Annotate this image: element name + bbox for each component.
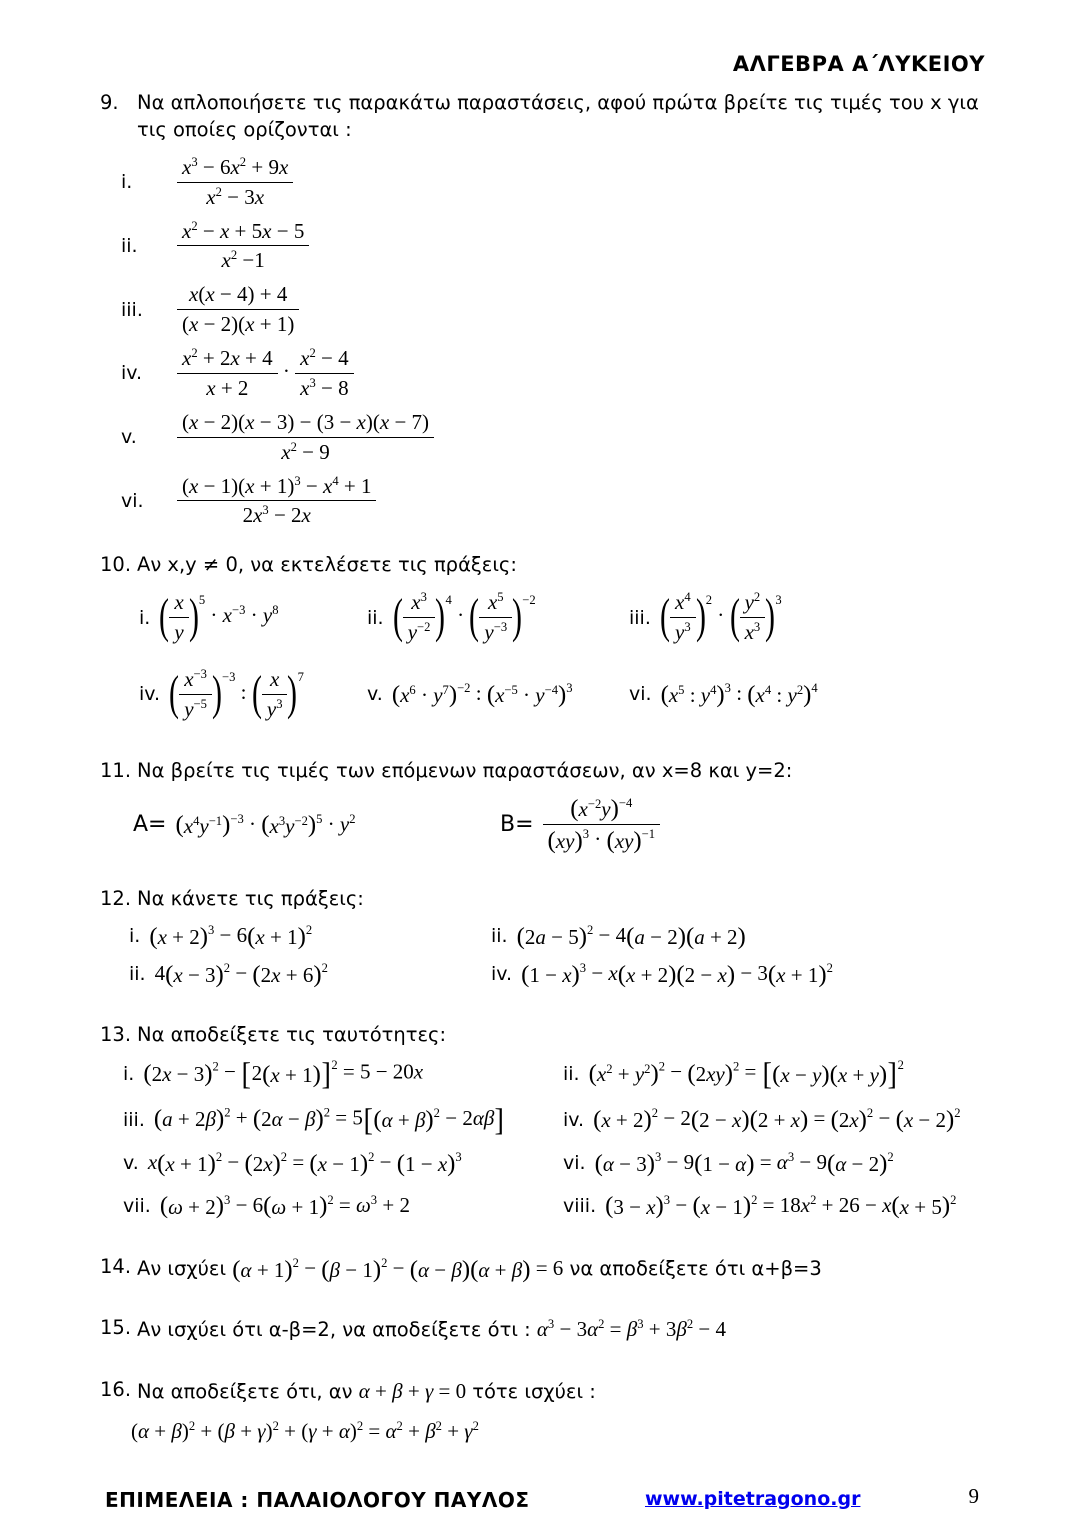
item-label: viii.	[563, 1194, 597, 1217]
item-label: ii.	[367, 606, 384, 629]
paren-group: ( α + β )	[470, 1255, 531, 1283]
math-expression: ( $\frac{x}{y}$ ) $^5 \cdot x^{-3} \cdot y^8$	[159, 588, 278, 647]
problem-13	[100, 1022, 985, 1220]
math-expression: 4 ( x − 3 ) $^2$ − ( 2x + 6 ) $^2$	[154, 960, 328, 988]
math-expression	[177, 280, 299, 339]
paren-group: ( α + 1 )	[232, 1255, 293, 1283]
problem-body	[133, 758, 985, 856]
fraction: $\frac{x^3}{y^{-2}}$	[403, 588, 436, 647]
paren-group: ( β − 1 )	[321, 1255, 382, 1283]
item-label: v.	[367, 683, 383, 706]
problem-14	[100, 1254, 985, 1283]
paren-group: ( $x^3y^{-2}$ )	[261, 811, 317, 839]
math-expression: ( $x^5$ : $y^4$ ) $^3$ : ( $x^4$ : $y^2$ ) $^4$	[660, 680, 818, 708]
item-vi	[629, 680, 985, 708]
problem-12	[100, 886, 985, 989]
paren-group: ( $\frac{x^4}{y^3}$ )	[660, 588, 706, 647]
extra-math-line	[131, 1418, 985, 1444]
paren-group: ( $\frac{x^3}{y^{-2}}$ )	[393, 588, 446, 647]
paren-group: ( 1 − x )	[396, 1150, 456, 1178]
paren-group: ( $x^4y^{-1}$ )	[175, 811, 231, 839]
website-link[interactable]: www.pitetragono.gr	[645, 1488, 861, 1510]
problem-number: 12.	[100, 886, 132, 910]
item-label: B=	[500, 812, 534, 838]
paren-group: ( $\frac{x}{y^3}$ )	[252, 665, 298, 724]
fraction: $\frac{x^2 + 2x + 4}{x + 2}$	[177, 344, 278, 403]
item-i	[121, 153, 985, 212]
problem-number: 14.	[100, 1254, 132, 1278]
item-iv	[491, 960, 985, 988]
item-B	[500, 794, 985, 856]
paren-group: ( 2x )	[830, 1106, 867, 1134]
item-label: i.	[129, 924, 141, 947]
paren-group: ( $x^{-2}y$ )	[570, 795, 619, 823]
paren-group: ( 2α − β )	[252, 1105, 324, 1133]
item-label: vii.	[123, 1194, 151, 1217]
fraction: $\frac{y^2}{x^3}$	[740, 588, 766, 647]
paren-group: ( xy )	[606, 827, 642, 855]
math-expression: ( x + 2 ) $^2$ − 2 ( 2 − x ) ( 2 + x ) = ( 2x ) $^2$ − ( x − 2 ) $^2$	[593, 1106, 961, 1134]
item-vi	[563, 1149, 985, 1177]
problem-body	[131, 1377, 985, 1445]
item-label: vi.	[121, 489, 144, 512]
items-grid	[133, 794, 985, 856]
item-v	[123, 1149, 563, 1177]
items-grid	[121, 153, 985, 531]
problem-body	[137, 1254, 985, 1283]
paren-group: ( $x^{-5} \cdot y^{-4}$ )	[486, 680, 567, 708]
bracket-group: [ ( x − y ) ( x + y ) ]	[762, 1056, 898, 1092]
item-iv	[563, 1105, 985, 1133]
problem-statement	[137, 1254, 985, 1283]
math-expression: ( $x^2 + y^2$ ) $^2$ − ( 2xy ) $^2$ = [ ( x − y ) ( x + y ) ] $^2$	[588, 1056, 904, 1092]
paren-group: ( x + 2 )	[593, 1106, 652, 1134]
fraction: $\frac{x^{-3}}{y^{-5}}$	[179, 665, 212, 724]
math-expression: ( α + 1 ) $^2$ − ( β − 1 ) $^2$ − ( α − β ) ( α + β ) = 6	[232, 1255, 564, 1283]
paren-group: ( a + 2β )	[153, 1105, 225, 1133]
problem-intro: Να βρείτε τις τιμές των επόμενων παραστάσεων, αν x=8 και y=2:	[137, 758, 793, 782]
math-expression: ( 1 − x ) $^3$ − x ( x + 2 ) ( 2 − x ) − 3 ( x + 1 ) $^2$	[521, 960, 833, 988]
problem-body	[129, 886, 985, 989]
fraction: $\frac{x^5}{y^{-3}}$	[479, 588, 512, 647]
paren-group: ( $x^4$ : $y^2$ )	[747, 680, 812, 708]
item-i	[123, 1058, 563, 1090]
problem-number: 10.	[100, 553, 132, 577]
paren-group: ( a − 2 )	[626, 922, 686, 950]
fraction: $\frac{x^3 - 6x^2 + 9x}{x^2 - 3x}$	[177, 153, 293, 212]
item-label: A=	[133, 812, 167, 838]
statement-text: τότε ισχύει :	[466, 1379, 596, 1403]
paren-group: ( x − 1 )	[692, 1192, 752, 1220]
fraction: $\frac{x^2 - x + 5x - 5}{x^2 -1}$	[177, 217, 309, 276]
problem-16	[100, 1377, 985, 1445]
item-label: v.	[121, 426, 137, 449]
fraction: $\frac{(x - 1)(x + 1)^3 - x^4 + 1}{2x^3 - 2x}$	[177, 472, 376, 531]
math-expression: ( $x^6 \cdot y^7$ ) $^{-2}$ : ( $x^{-5} \cdot y^{-4}$ ) $^3$	[391, 680, 573, 708]
paren-group: ( x + y )	[829, 1060, 888, 1088]
math-expression	[543, 794, 661, 856]
item-iii	[629, 588, 985, 647]
paren-group: ( $\frac{x}{y}$ )	[159, 588, 199, 647]
math-expression	[177, 408, 434, 467]
paren-group: ( α − 2 )	[826, 1150, 888, 1178]
math-expression: α + β + γ = 0	[358, 1378, 467, 1403]
item-iii	[121, 280, 985, 339]
problem-intro: Να αποδείξετε τις ταυτότητες:	[137, 1023, 447, 1047]
paren-group: ( ω + 1 )	[263, 1192, 328, 1220]
item-iv	[139, 665, 367, 724]
page-number: 9	[968, 1484, 979, 1508]
math-expression: ( $\frac{x^4}{y^3}$ ) $^2$ · ( $\frac{y^2}{x^3}$ ) $^3$	[660, 588, 782, 647]
bracket-group: [ ( α + β ) $^2$ − 2αβ ]	[363, 1101, 505, 1137]
math-expression	[177, 217, 309, 276]
problem-body	[137, 552, 985, 723]
math-expression: ( x + 2 ) $^3$ − 6 ( x + 1 ) $^2$	[149, 922, 313, 950]
paren-group: ( x − 2 )	[895, 1106, 955, 1134]
statement-text: Να αποδείξετε ότι, αν	[137, 1379, 359, 1403]
paren-group: ( ω + 2 )	[159, 1192, 225, 1220]
fraction: $\frac{x}{y^3}$	[262, 665, 288, 724]
paren-group: ( x + 1 )	[247, 922, 306, 950]
math-expression: ( α − 3 ) $^3$ − 9 ( 1 − α ) = $\alpha^3 - 9$ ( α − 2 ) $^2$	[594, 1150, 894, 1178]
item-label: iii.	[121, 298, 143, 321]
problems-container	[100, 90, 985, 1444]
paren-group: ( 2 + x )	[749, 1106, 809, 1134]
item-v	[367, 680, 629, 708]
item-label: iv.	[121, 362, 143, 385]
problem-body	[123, 1022, 985, 1220]
paren-group: ( x + 1 )	[157, 1150, 216, 1178]
paren-group: ( 2xy )	[687, 1059, 733, 1087]
problem-intro: Αν x,y ≠ 0, να εκτελέσετε τις πράξεις:	[137, 553, 517, 577]
item-label: iv.	[139, 683, 161, 706]
math-expression: ( $x^4y^{-1}$ ) $^{-3}$ · ( $x^3y^{-2}$ ) $^5 \cdot y^2$	[175, 811, 356, 839]
problem-number: 15.	[100, 1316, 132, 1340]
math-expression: $\frac{x^2 + 2x + 4}{x + 2}$ · $\frac{x^2 - 4}{x^3 - 8}$	[177, 344, 354, 403]
math-expression	[177, 153, 293, 212]
item-i	[129, 922, 491, 950]
item-label: vi.	[563, 1152, 586, 1175]
item-ii	[563, 1058, 985, 1090]
item-label: iii.	[123, 1108, 145, 1131]
math-expression: ( $\frac{x^3}{y^{-2}}$ ) $^4$ · ( $\frac{x^5}{y^{-3}}$ ) $^{-2}$	[393, 588, 536, 647]
problem-9	[100, 90, 985, 530]
math-expression: $(\alpha + \beta)^2 + (\beta + \gamma)^2 + (\gamma + \alpha)^2 = \alpha^2 + \beta^2 + \gamma^2$	[131, 1418, 479, 1443]
item-label: ii.	[129, 963, 146, 986]
problem-statement	[137, 1315, 985, 1344]
paren-group: ( α − β )	[409, 1255, 471, 1283]
problem-intro: Να απλοποιήσετε τις παρακάτω παραστάσεις, αφού πρώτα βρείτε τις τιμές του x για τις οποίες ορίζονται :	[137, 91, 979, 141]
fraction: $\frac{x^2 - 4}{x^3 - 8}$	[295, 344, 353, 403]
problem-number: 9.	[100, 91, 119, 114]
problem-body	[137, 1315, 985, 1344]
problem-11	[100, 758, 985, 856]
statement-text: να αποδείξετε ότι α+β=3	[563, 1256, 822, 1280]
paren-group: ( 1 − x )	[521, 960, 580, 988]
item-label: i.	[121, 171, 133, 194]
math-expression: ( $\frac{x^{-3}}{y^{-5}}$ ) $^{-3}$ : ( $\frac{x}{y^3}$ ) $^7$	[169, 665, 304, 724]
math-expression: $\alpha^3 - 3\alpha^2 = \beta^3 + 3\beta^2 - 4$	[536, 1317, 726, 1342]
paren-group: ( 2a − 5 )	[516, 922, 587, 950]
fraction: $\frac{x}{y}$	[169, 588, 188, 647]
paren-group: ( a + 2 )	[685, 922, 746, 950]
fraction: ( $x^{-2}y$ ) $^{-4}$ ( xy ) $^3$ · ( xy ) $^{-1}$	[543, 794, 661, 856]
math-expression: ( 3 − x ) $^3$ − ( x − 1 ) $^2 = 18x^2 + 26 - x$ ( x + 5 ) $^2$	[605, 1192, 957, 1220]
paren-group: ( 2x )	[244, 1150, 281, 1178]
item-label: v.	[123, 1152, 139, 1175]
problem-number: 16.	[100, 1377, 132, 1401]
paren-group: ( $\frac{x^5}{y^{-3}}$ )	[469, 588, 522, 647]
paren-group: ( x + 2 )	[149, 922, 208, 950]
item-i	[139, 588, 367, 647]
statement-text: Αν ισχύει ότι α-β=2, να αποδείξετε ότι :	[137, 1318, 537, 1342]
paren-group: ( 2x − 3 )	[143, 1059, 213, 1087]
paren-group: ( α + β )	[373, 1106, 434, 1134]
paren-group: ( x + 2 )	[617, 960, 677, 988]
problem-10	[100, 552, 985, 723]
item-label: iv.	[491, 963, 513, 986]
item-label: i.	[139, 606, 151, 629]
problem-statement	[137, 1377, 985, 1406]
page-title: ΑΛΓΕΒΡΑ Α΄ΛΥΚΕΙΟΥ	[732, 52, 985, 76]
items-grid	[139, 588, 985, 724]
item-label: vi.	[629, 683, 652, 706]
page-footer	[100, 1484, 985, 1526]
item-A	[133, 811, 500, 839]
item-label: iv.	[563, 1108, 585, 1131]
item-vii	[123, 1192, 563, 1220]
item-label: ii.	[491, 924, 508, 947]
math-expression: x ( x + 1 ) $^2$ − ( 2x ) $^2$ = ( x − 1 ) $^2$ − ( 1 − x ) $^3$	[147, 1150, 462, 1178]
paren-group: ( 3 − x )	[605, 1192, 664, 1220]
item-label: ii.	[121, 234, 138, 257]
fraction: $\frac{(x - 2)(x - 3) - (3 - x)(x - 7)}{x^2 - 9}$	[177, 408, 434, 467]
item-viii	[563, 1192, 985, 1220]
item-ii	[129, 960, 491, 988]
paren-group: ( $x^6 \cdot y^7$ )	[391, 680, 458, 708]
bracket-group: [ 2 ( x + 1 ) ]	[241, 1056, 331, 1092]
paren-group: ( $\frac{x^{-3}}{y^{-5}}$ )	[169, 665, 222, 724]
item-ii	[367, 588, 629, 647]
item-label: iii.	[629, 606, 651, 629]
paren-group: ( x + 1 )	[767, 960, 827, 988]
item-ii	[491, 922, 985, 950]
item-label: ii.	[563, 1063, 580, 1086]
item-label: i.	[123, 1063, 135, 1086]
paren-group: ( $x^5$ : $y^4$ )	[660, 680, 725, 708]
paren-group: ( 2 − x )	[676, 960, 736, 988]
problem-number: 13.	[100, 1023, 132, 1047]
paren-group: ( $\frac{y^2}{x^3}$ )	[730, 588, 776, 647]
item-vi	[121, 472, 985, 531]
fraction: $\frac{x^4}{y^3}$	[670, 588, 696, 647]
item-v	[121, 408, 985, 467]
math-expression: ( 2x − 3 ) $^2$ − [ 2 ( x + 1 ) ] $^2$ = 5 − 20x	[143, 1056, 424, 1092]
items-grid	[123, 1058, 985, 1220]
paren-group: ( x + 1 )	[262, 1060, 321, 1088]
problem-body	[121, 90, 985, 530]
paren-group: ( x − 3 )	[165, 960, 224, 988]
math-expression	[177, 472, 376, 531]
statement-text: Αν ισχύει	[137, 1256, 233, 1280]
problem-number: 11.	[100, 758, 132, 782]
paren-group: ( $x^2 + y^2$ )	[588, 1059, 659, 1087]
math-expression: ( 2a − 5 ) $^2$ − 4 ( a − 2 ) ( a + 2 )	[516, 922, 746, 950]
paren-group: ( xy )	[547, 827, 583, 855]
math-expression: ( a + 2β ) $^2$ + ( 2α − β ) $^2$ = 5 [ ( α + β ) $^2$ − 2αβ ]	[153, 1101, 505, 1137]
item-iii	[123, 1101, 563, 1137]
credit-text: ΕΠΙΜΕΛΕΙΑ : ΠΑΛΑΙΟΛΟΓΟΥ ΠΑΥΛΟΣ	[105, 1488, 530, 1512]
paren-group: ( x + 5 )	[891, 1192, 951, 1220]
item-iv	[121, 344, 985, 403]
problem-15	[100, 1315, 985, 1344]
paren-group: ( x − 1 )	[309, 1150, 369, 1178]
problem-intro: Να κάνετε τις πράξεις:	[137, 886, 364, 910]
paren-group: ( α − 3 )	[594, 1150, 655, 1178]
paren-group: ( 2 − x )	[690, 1106, 750, 1134]
paren-group: ( x − y )	[772, 1060, 830, 1088]
item-ii	[121, 217, 985, 276]
items-grid	[129, 922, 985, 989]
paren-group: ( 1 − α )	[694, 1150, 755, 1178]
fraction: $\frac{x(x - 4) + 4}{(x - 2)(x + 1)}$	[177, 280, 299, 339]
math-expression: ( ω + 2 ) $^3$ − 6 ( ω + 1 ) $^2 = \omega^3 + 2$	[159, 1192, 410, 1220]
paren-group: ( 2x + 6 )	[252, 960, 322, 988]
